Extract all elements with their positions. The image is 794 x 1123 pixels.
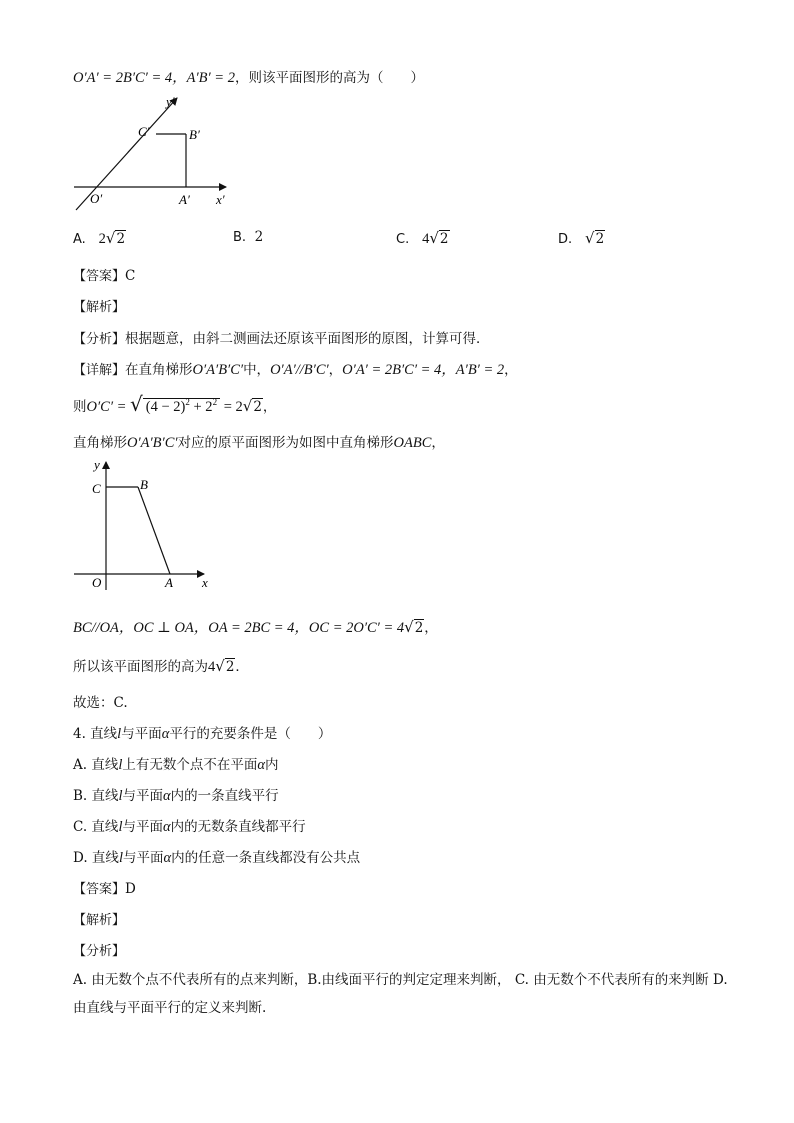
choice-d[interactable]: D. √2 xyxy=(558,229,605,247)
q3-fenxi xyxy=(73,327,490,347)
choice-c[interactable]: C. 4√2 xyxy=(396,229,449,247)
choice-d-radicand: 2 xyxy=(595,231,605,247)
parallel-relation: O′A′//B′C′ xyxy=(270,362,329,378)
conclusion-text: 所以该平面图形的高为 xyxy=(73,659,208,675)
q3-answer-tag: 【答案】 xyxy=(73,269,126,284)
choice-a-letter: A. xyxy=(73,232,86,247)
comma: ， xyxy=(262,399,277,415)
option-text: C. 直线 xyxy=(73,819,119,835)
option-text: 与平面 xyxy=(122,819,163,835)
comma: ， xyxy=(328,362,343,378)
exponent: 2 xyxy=(185,397,190,408)
detail-text: 则 xyxy=(73,399,87,415)
line-l: l xyxy=(117,726,122,742)
choice-a-coef: 2 xyxy=(98,231,106,247)
option-text: 内 xyxy=(265,757,279,773)
option-text: 上有无数个点不在平面 xyxy=(122,757,258,773)
q3-answer xyxy=(73,265,135,284)
q3-analysis-tag: 【解析】 xyxy=(73,300,126,315)
q3-choose xyxy=(73,691,128,711)
result-coef: = 2 xyxy=(220,399,243,415)
q4-option-b[interactable] xyxy=(73,784,279,805)
length-relation: O′A′ = 2B′C′ = 4，A′B′ = 2 xyxy=(342,362,505,378)
label-x: x xyxy=(202,575,208,590)
relations-radicand: 2 xyxy=(414,620,424,636)
q3-detail-tag: 【详解】 xyxy=(73,363,126,378)
label-b-prime: B′ xyxy=(189,127,200,142)
plane-alpha: α xyxy=(161,726,170,742)
option-text: 与平面 xyxy=(122,788,164,804)
detail-text: 对应的原平面图形为如图中直角梯形 xyxy=(177,435,394,451)
choice-d-letter: D. xyxy=(558,232,573,247)
conclusion-coef: 4 xyxy=(208,659,216,675)
comma: ， xyxy=(424,620,438,636)
q4-answer-tag: 【答案】 xyxy=(73,882,126,897)
comma: ， xyxy=(431,435,445,451)
q4-stem-text: 与平面 xyxy=(121,726,162,742)
q4-option-c[interactable] xyxy=(73,815,306,836)
option-text: A. 直线 xyxy=(73,757,119,773)
option-text: 内的一条直线平行 xyxy=(170,788,279,804)
q4-stem-text: 4. 直线 xyxy=(73,726,118,742)
q3-conclusion: 所以该平面图形的高为4√2． xyxy=(73,657,249,675)
q4-answer xyxy=(73,878,136,897)
q3-fenxi-text: 根据题意，由斜二测画法还原该平面图形的原图，计算可得． xyxy=(125,331,490,347)
q3-stem-text: ，则该平面图形的高为（ ） xyxy=(234,70,424,86)
q4-answer-value: D xyxy=(125,881,136,897)
label-a-prime: A′ xyxy=(179,192,190,207)
q4-fenxi-heading xyxy=(73,940,125,959)
detail-text: 中， xyxy=(243,362,271,378)
choice-c-coef: 4 xyxy=(422,231,430,247)
label-c-prime: C′ xyxy=(138,124,150,139)
detail-text: 直角梯形 xyxy=(73,435,127,451)
choice-a[interactable]: A. 2√2 xyxy=(73,229,126,247)
option-text: 与平面 xyxy=(122,850,164,866)
q4-fenxi-tag: 【分析】 xyxy=(73,944,126,959)
q4-analysis-heading xyxy=(73,909,125,928)
q3-detail-1 xyxy=(73,358,518,379)
trapezoid-name: OABC xyxy=(393,435,432,451)
label-y: y xyxy=(94,457,100,472)
q4-option-d[interactable] xyxy=(73,846,360,867)
trapezoid-prime-name: O′A′B′C′ xyxy=(192,362,244,378)
radicand-part: + 2 xyxy=(189,399,213,415)
label-a: A xyxy=(165,575,173,590)
label-b: B xyxy=(140,477,148,492)
option-text: 内的任意一条直线都没有公共点 xyxy=(171,850,361,866)
label-c: C xyxy=(92,481,101,496)
q3-answer-value: C xyxy=(125,268,136,284)
comma: ， xyxy=(504,362,518,378)
segment-b-a xyxy=(138,487,170,574)
choice-c-letter: C. xyxy=(396,232,410,247)
line-l: l xyxy=(118,757,123,773)
choice-a-radicand: 2 xyxy=(116,231,126,247)
label-o: O xyxy=(92,575,102,590)
plane-alpha: α xyxy=(257,757,265,773)
option-text: B. 直线 xyxy=(73,788,119,804)
label-x-prime: x′ xyxy=(216,192,225,207)
q3-detail-2: 则O′C′ = √ $(4 - 2)^2 + 2^2 = 2√2$， xyxy=(73,392,277,416)
q4-analysis-tag: 【解析】 xyxy=(73,913,126,928)
oblique-figure xyxy=(70,94,240,216)
choice-c-radicand: 2 xyxy=(439,231,449,247)
q4-stem xyxy=(73,722,331,743)
oc-prime-expr: O′C′ = xyxy=(86,399,131,415)
q3-stem xyxy=(73,66,424,87)
choice-b-letter: B. xyxy=(233,230,247,245)
choose-text: 故选：C. xyxy=(73,695,128,711)
label-y-prime: y′ xyxy=(166,94,175,109)
option-text: D. 直线 xyxy=(73,850,119,866)
q4-stem-text: 平行的充要条件是（ ） xyxy=(169,726,332,742)
label-o-prime: O′ xyxy=(90,191,103,206)
relations-expr: BC//OA，OC ⊥ OA，OA = 2BC = 4，OC = 2O′C′ = 4 xyxy=(73,620,405,636)
choice-b-value: 2 xyxy=(254,229,264,245)
line-l: l xyxy=(118,819,123,835)
q3-stem-math: O′A′ = 2B′C′ = 4，A′B′ = 2 xyxy=(73,70,235,86)
conclusion-radicand: 2 xyxy=(225,659,235,675)
plane-alpha: α xyxy=(162,819,171,835)
plane-alpha: α xyxy=(163,788,171,804)
choice-b[interactable] xyxy=(233,229,263,245)
detail-text: 在直角梯形 xyxy=(125,362,193,378)
line-l: l xyxy=(118,850,123,866)
q3-relations: BC//OA，OC ⊥ OA，OA = 2BC = 4，OC = 2O′C′ = 4√2， xyxy=(73,618,438,636)
radicand-part: (4 − 2) xyxy=(145,399,186,415)
trapezoid-prime-name: O′A′B′C′ xyxy=(127,435,178,451)
option-text: 内的无数条直线都平行 xyxy=(170,819,306,835)
line-l: l xyxy=(118,788,123,804)
plane-alpha: α xyxy=(163,850,172,866)
period: ． xyxy=(235,659,249,675)
result-radicand: 2 xyxy=(253,399,262,415)
q4-option-a[interactable] xyxy=(73,753,279,774)
exponent: 2 xyxy=(212,397,218,408)
q4-fenxi-text: A. 由无数个点不代表所有的点来判断，B.由线面平行的判定定理来判断， C. 由无数个不代表所有的来判断 D. 由直线与平面平行的定义来判断. xyxy=(73,972,728,1016)
q3-analysis-heading xyxy=(73,296,125,315)
q3-detail-3 xyxy=(73,431,445,452)
q3-fenxi-tag: 【分析】 xyxy=(73,332,126,347)
original-figure xyxy=(70,456,220,592)
